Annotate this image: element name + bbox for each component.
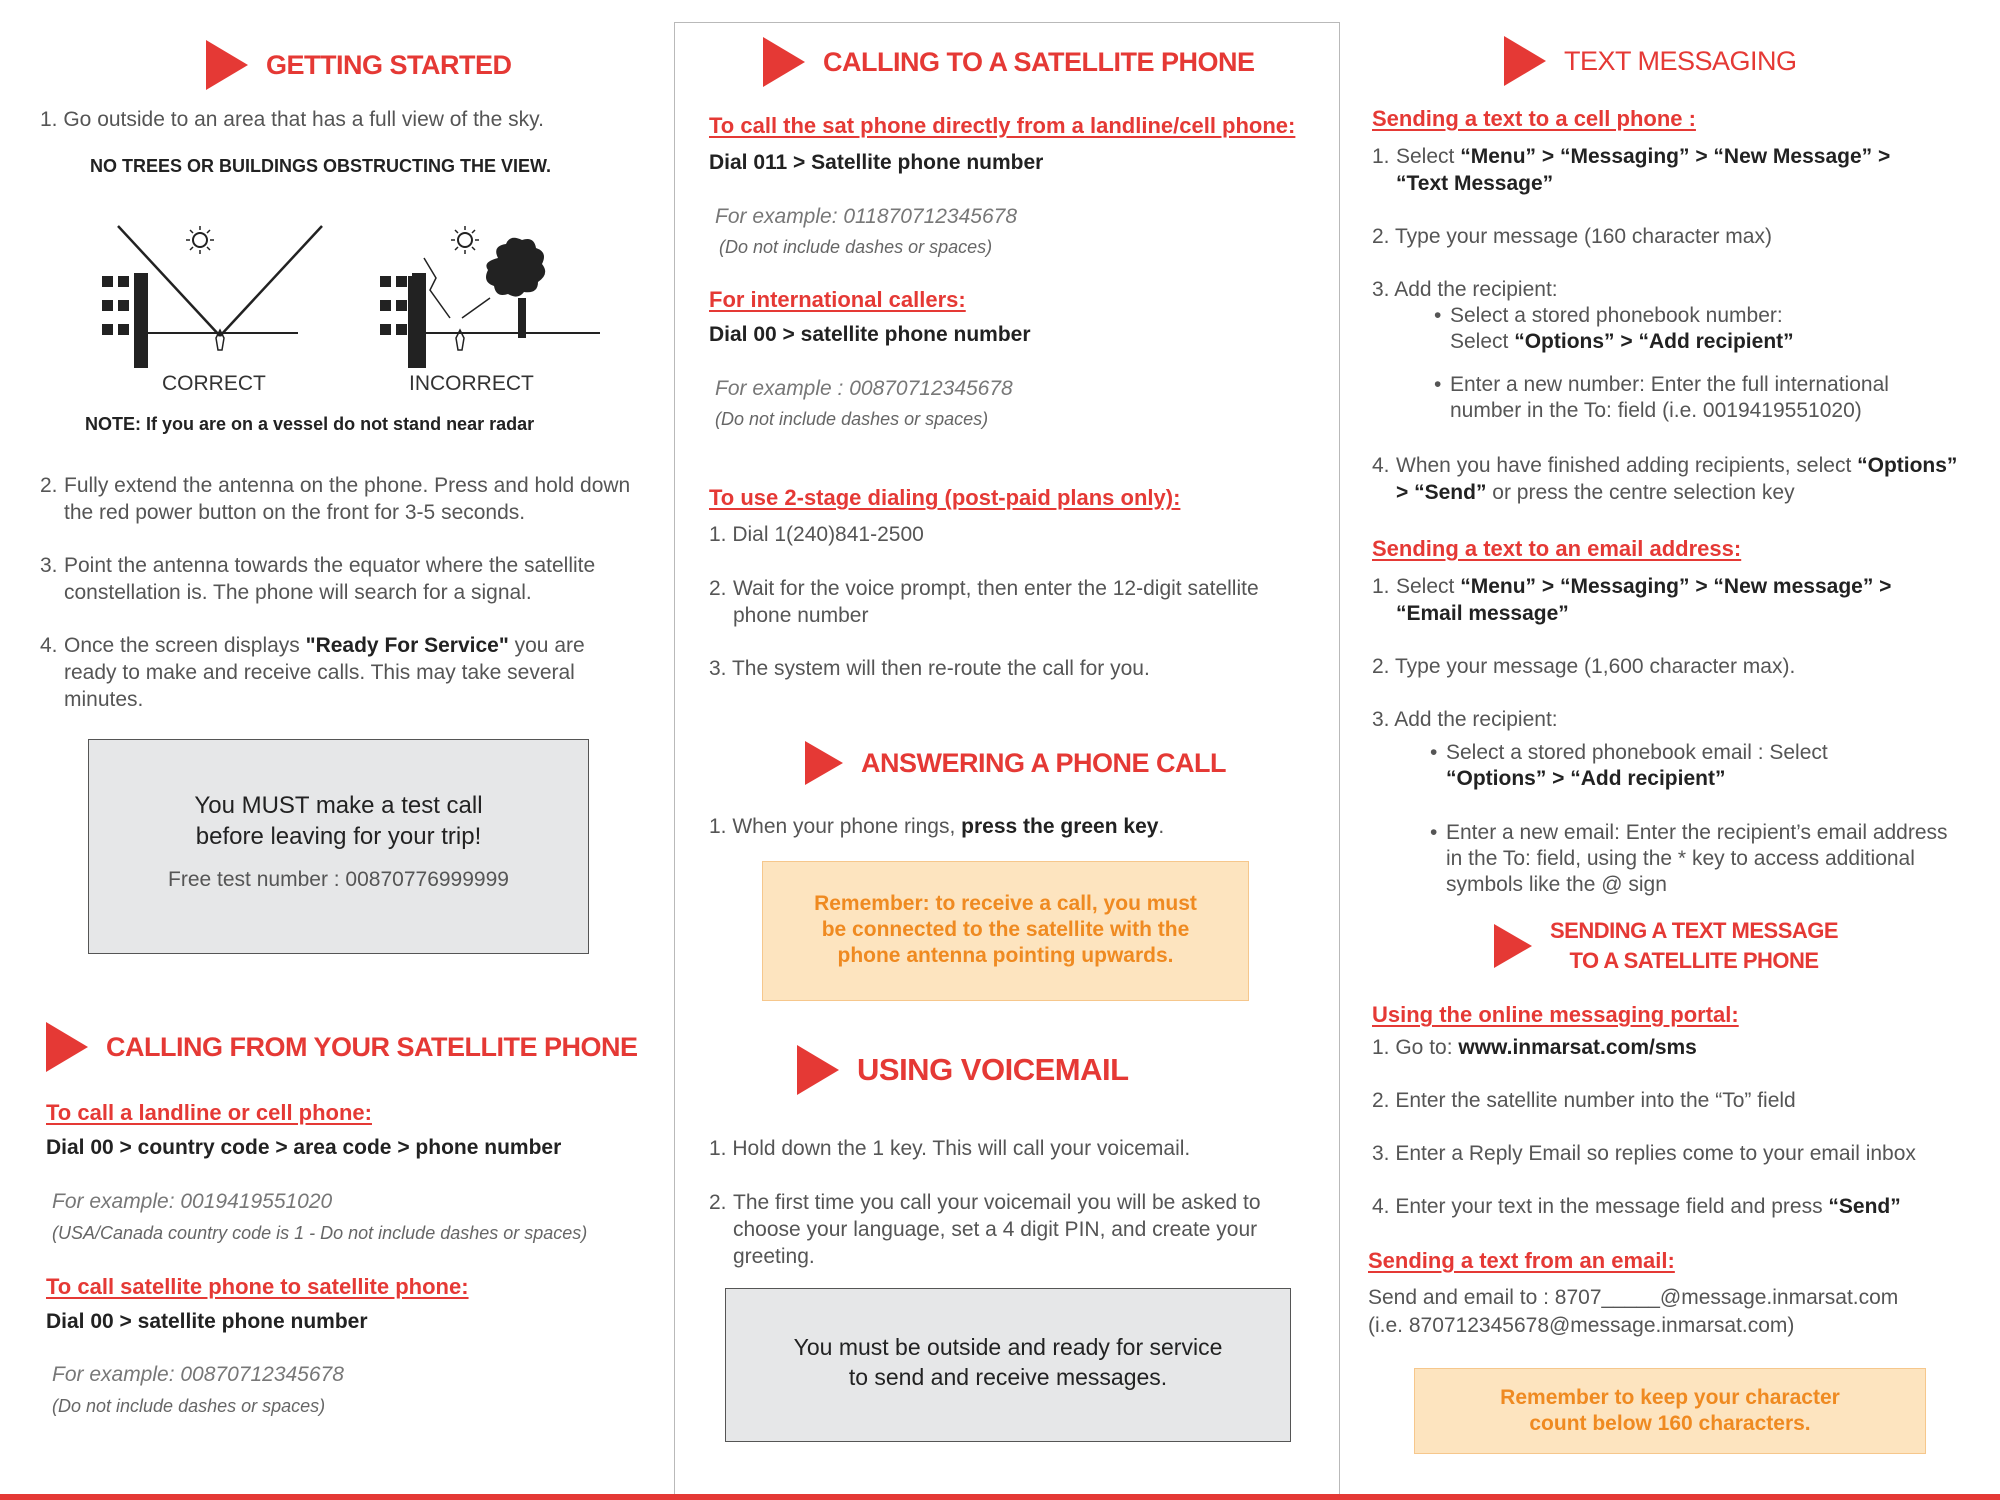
portal-step-4: 4. Enter your text in the message field and press “Send”	[1372, 1195, 1901, 1218]
answer-step-1: 1. When your phone rings, press the green key.	[709, 815, 1165, 838]
from-email-subheading: Sending a text from an email:	[1368, 1248, 1675, 1273]
email-address-format: Send and email to : 8707_____@message.inmarsat.com	[1368, 1286, 1899, 1309]
triangle-bullet-icon	[763, 37, 805, 87]
international-dial: Dial 00 > satellite phone number	[709, 323, 1031, 346]
answering-heading: ANSWERING A PHONE CALL	[805, 741, 1226, 785]
step-1: 1. Go outside to an area that has a full view of the sky.	[40, 108, 544, 131]
email-text-step-1: 1. Select “Menu” > “Messaging” > “New message” > “Email message”	[1372, 575, 1892, 625]
inmarsat-sms-link[interactable]: www.inmarsat.com/sms	[1458, 1036, 1697, 1059]
bottom-accent-bar	[0, 1494, 2000, 1500]
international-subheading: For international callers:	[709, 287, 966, 312]
direct-call-subheading: To call the sat phone directly from a landline/cell phone:	[709, 113, 1296, 138]
test-call-box	[88, 739, 589, 954]
triangle-bullet-icon	[206, 40, 248, 90]
landline-note: (USA/Canada country code is 1 - Do not include dashes or spaces)	[52, 1223, 588, 1243]
sat-to-sat-example: For example: 00870712345678	[52, 1363, 344, 1386]
portal-step-3: 3. Enter a Reply Email so replies come to your email inbox	[1372, 1142, 1916, 1165]
cell-text-step-2: 2. Type your message (160 character max)	[1372, 225, 1772, 248]
getting-started-heading: GETTING STARTED	[206, 40, 512, 90]
cell-text-bullet-1: • Select a stored phonebook number: Select “Options” > “Add recipient”	[1434, 304, 1794, 353]
portal-step-2: 2. Enter the satellite number into the “To” field	[1372, 1089, 1796, 1112]
free-test-number: Free test number : 00870776999999	[168, 868, 509, 891]
direct-call-example: For example: 011870712345678	[715, 205, 1018, 228]
test-call-line-1: You MUST make a test call	[194, 792, 483, 819]
email-text-bullet-1: • Select a stored phonebook email : Select “Options” > “Add recipient”	[1430, 741, 1828, 790]
email-text-subheading: Sending a text to an email address:	[1372, 536, 1742, 561]
international-note: (Do not include dashes or spaces)	[715, 409, 989, 429]
email-address-example: (i.e. 870712345678@message.inmarsat.com)	[1368, 1314, 1795, 1337]
column-middle	[674, 22, 1340, 1500]
vessel-note: NOTE: If you are on a vessel do not stand near radar	[85, 414, 535, 434]
email-text-step-3: 3. Add the recipient:	[1372, 708, 1558, 731]
sat-text-heading: SENDING A TEXT MESSAGE TO A SATELLITE PHONE	[1494, 916, 1838, 976]
incorrect-scene-icon	[380, 226, 600, 368]
obstruction-note: NO TREES OR BUILDINGS OBSTRUCTING THE VIEW.	[90, 156, 552, 176]
triangle-bullet-icon	[46, 1022, 88, 1072]
receive-call-reminder: Remember: to receive a call, you must be connected to the satellite with the phone antenna pointing upwards.	[762, 861, 1249, 1001]
triangle-bullet-icon	[1504, 36, 1546, 86]
landline-subheading: To call a landline or cell phone:	[46, 1100, 372, 1125]
two-stage-step-2: 2. Wait for the voice prompt, then enter the 12-digit satellite phone number	[709, 577, 1259, 627]
international-example: For example : 00870712345678	[715, 377, 1013, 400]
voicemail-heading: USING VOICEMAIL	[797, 1045, 1129, 1095]
two-stage-subheading: To use 2-stage dialing (post-paid plans only):	[709, 485, 1181, 510]
test-call-line-2: before leaving for your trip!	[195, 823, 482, 850]
service-ready-box: You must be outside and ready for service to send and receive messages.	[725, 1288, 1291, 1442]
voicemail-step-1: 1. Hold down the 1 key. This will call your voicemail.	[709, 1137, 1191, 1160]
landline-example: For example: 0019419551020	[52, 1190, 333, 1213]
step-3: 3. Point the antenna towards the equator where the satellite constellation is. The phone will search for a signal.	[40, 554, 596, 604]
cell-text-subheading: Sending a text to a cell phone :	[1372, 106, 1696, 131]
cell-text-step-3: 3. Add the recipient:	[1372, 278, 1558, 301]
landline-dial: Dial 00 > country code > area code > phone number	[46, 1136, 562, 1159]
two-stage-step-3: 3. The system will then re-route the call for you.	[709, 657, 1150, 680]
triangle-bullet-icon	[805, 741, 843, 785]
correct-scene-icon	[102, 226, 322, 368]
email-text-bullet-2: • Enter a new email: Enter the recipient’s email address in the To: field, using the * key to access additional symbols like the @ sign	[1430, 821, 1948, 896]
sat-to-sat-dial: Dial 00 > satellite phone number	[46, 1310, 368, 1333]
direct-call-note: (Do not include dashes or spaces)	[719, 237, 993, 257]
cell-text-step-1: 1. Select “Menu” > “Messaging” > “New Message” > “Text Message”	[1372, 145, 1891, 195]
direct-call-dial: Dial 011 > Satellite phone number	[709, 151, 1044, 174]
portal-step-1: 1. Go to: www.inmarsat.com/sms	[1372, 1036, 1697, 1059]
email-text-step-2: 2. Type your message (1,600 character max).	[1372, 655, 1796, 678]
character-count-reminder: Remember to keep your character count below 160 characters.	[1414, 1368, 1926, 1454]
cell-text-step-4: 4. When you have finished adding recipients, select “Options” > “Send” or press the centre selection key	[1372, 454, 1958, 504]
voicemail-step-2: 2. The first time you call your voicemail you will be asked to choose your language, set a 4 digit PIN, and create your greeting.	[709, 1191, 1261, 1268]
portal-subheading: Using the online messaging portal:	[1372, 1002, 1739, 1027]
calling-to-heading: CALLING TO A SATELLITE PHONE	[763, 37, 1255, 87]
triangle-bullet-icon	[797, 1045, 839, 1095]
sat-to-sat-note: (Do not include dashes or spaces)	[52, 1396, 326, 1416]
step-4: 4. Once the screen displays "Ready For Service" you are ready to make and receive calls. This may take several minutes.	[40, 634, 585, 711]
triangle-bullet-icon	[1494, 924, 1532, 968]
sky-view-illustration	[90, 218, 610, 368]
sat-to-sat-subheading: To call satellite phone to satellite phone:	[46, 1274, 469, 1299]
step-2: 2. Fully extend the antenna on the phone. Press and hold down the red power button on the front for 3-5 seconds.	[40, 474, 631, 524]
cell-text-bullet-2: • Enter a new number: Enter the full international number in the To: field (i.e. 0019419551020)	[1434, 373, 1889, 422]
calling-from-heading: CALLING FROM YOUR SATELLITE PHONE	[46, 1022, 638, 1072]
label-correct: CORRECT	[162, 372, 266, 395]
text-messaging-heading: TEXT MESSAGING	[1504, 36, 1797, 86]
label-incorrect: INCORRECT	[409, 372, 534, 395]
two-stage-step-1: 1. Dial 1(240)841-2500	[709, 523, 924, 546]
